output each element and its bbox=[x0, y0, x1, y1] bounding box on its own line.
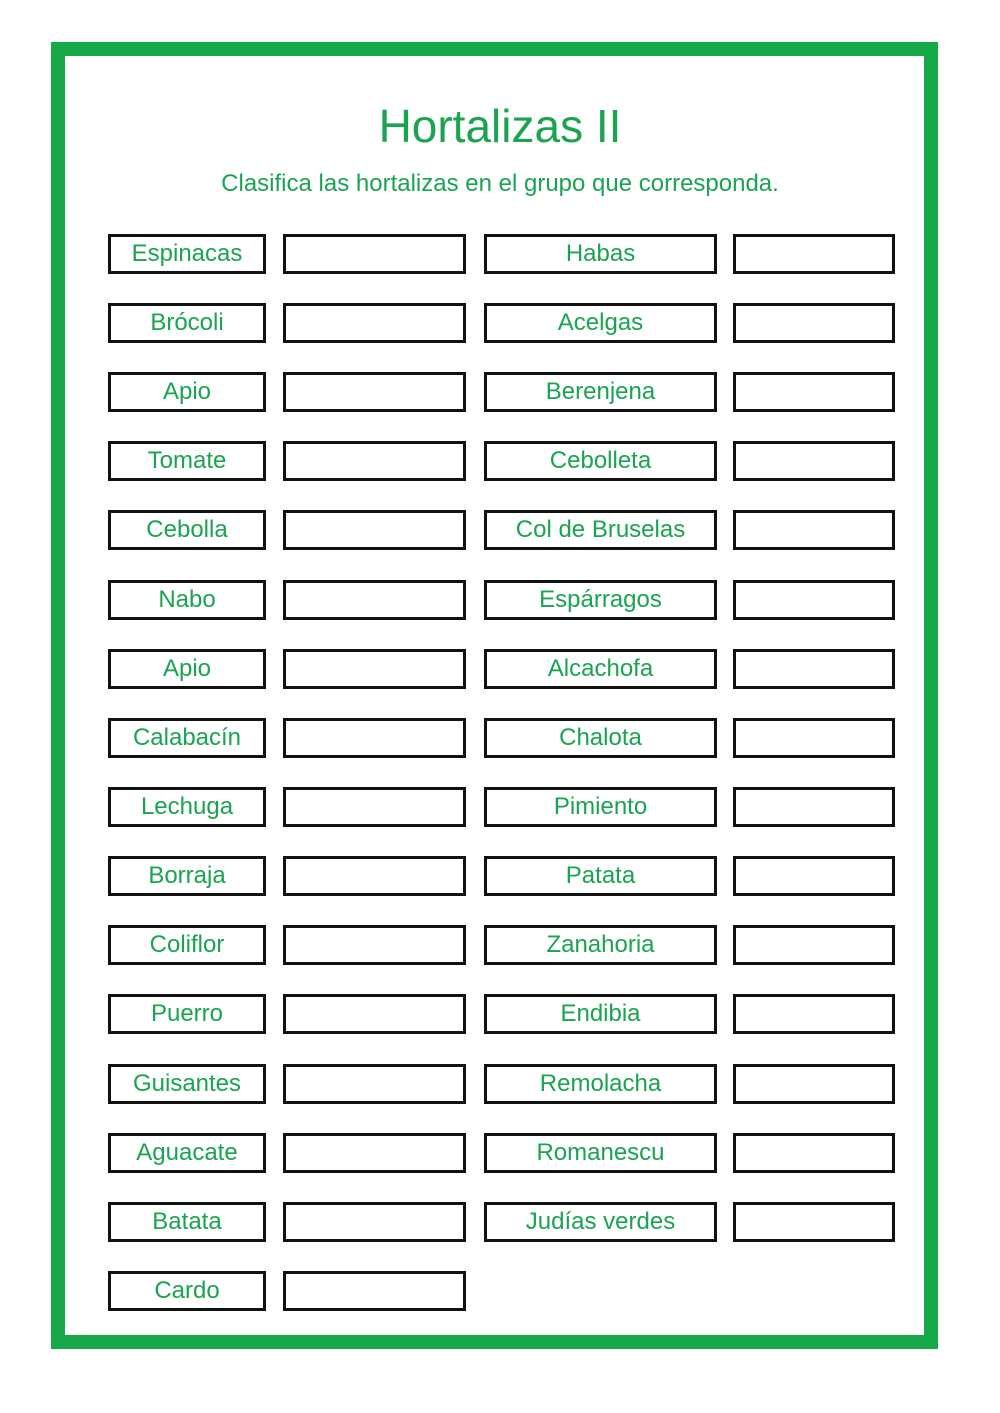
worksheet-instruction: Clasifica las hortalizas en el grupo que corresponda. bbox=[221, 170, 779, 197]
answer-box[interactable] bbox=[283, 234, 466, 274]
answer-box[interactable] bbox=[733, 372, 895, 412]
word-label: Coliflor bbox=[108, 925, 266, 965]
word-label: Brócoli bbox=[108, 303, 266, 343]
answer-box[interactable] bbox=[733, 441, 895, 481]
answer-box[interactable] bbox=[733, 994, 895, 1034]
answer-box[interactable] bbox=[283, 303, 466, 343]
answer-box[interactable] bbox=[283, 649, 466, 689]
answer-box[interactable] bbox=[733, 787, 895, 827]
word-label: Calabacín bbox=[108, 718, 266, 758]
word-label: Judías verdes bbox=[484, 1202, 717, 1242]
answer-box[interactable] bbox=[283, 856, 466, 896]
word-label: Guisantes bbox=[108, 1064, 266, 1104]
answer-box[interactable] bbox=[733, 718, 895, 758]
answer-box[interactable] bbox=[283, 1133, 466, 1173]
answer-box[interactable] bbox=[283, 718, 466, 758]
word-label: Zanahoria bbox=[484, 925, 717, 965]
word-label: Cebolleta bbox=[484, 441, 717, 481]
word-label: Cebolla bbox=[108, 510, 266, 550]
answer-box[interactable] bbox=[733, 580, 895, 620]
answer-box[interactable] bbox=[283, 441, 466, 481]
answer-box[interactable] bbox=[733, 1064, 895, 1104]
word-label: Espinacas bbox=[108, 234, 266, 274]
word-label: Acelgas bbox=[484, 303, 717, 343]
word-label: Berenjena bbox=[484, 372, 717, 412]
worksheet-title: Hortalizas II bbox=[378, 100, 622, 152]
word-label: Patata bbox=[484, 856, 717, 896]
answer-box[interactable] bbox=[733, 510, 895, 550]
answer-box[interactable] bbox=[733, 649, 895, 689]
answer-box[interactable] bbox=[733, 925, 895, 965]
word-label: Endibia bbox=[484, 994, 717, 1034]
word-label: Chalota bbox=[484, 718, 717, 758]
answer-box[interactable] bbox=[283, 925, 466, 965]
word-label: Col de Bruselas bbox=[484, 510, 717, 550]
word-label: Lechuga bbox=[108, 787, 266, 827]
answer-box[interactable] bbox=[283, 994, 466, 1034]
answer-box[interactable] bbox=[283, 510, 466, 550]
word-label: Pimiento bbox=[484, 787, 717, 827]
word-label: Romanescu bbox=[484, 1133, 717, 1173]
word-label: Alcachofa bbox=[484, 649, 717, 689]
answer-box[interactable] bbox=[283, 1202, 466, 1242]
word-label: Apio bbox=[108, 649, 266, 689]
word-label: Espárragos bbox=[484, 580, 717, 620]
word-label: Remolacha bbox=[484, 1064, 717, 1104]
answer-box[interactable] bbox=[733, 234, 895, 274]
word-label: Nabo bbox=[108, 580, 266, 620]
answer-box[interactable] bbox=[283, 787, 466, 827]
answer-box[interactable] bbox=[733, 856, 895, 896]
word-label: Tomate bbox=[108, 441, 266, 481]
word-label: Borraja bbox=[108, 856, 266, 896]
word-label: Cardo bbox=[108, 1271, 266, 1311]
answer-box[interactable] bbox=[283, 580, 466, 620]
answer-box[interactable] bbox=[733, 1202, 895, 1242]
word-label: Aguacate bbox=[108, 1133, 266, 1173]
answer-box[interactable] bbox=[283, 1064, 466, 1104]
word-label: Habas bbox=[484, 234, 717, 274]
word-label: Puerro bbox=[108, 994, 266, 1034]
answer-box[interactable] bbox=[283, 1271, 466, 1311]
answer-box[interactable] bbox=[733, 303, 895, 343]
word-label: Apio bbox=[108, 372, 266, 412]
answer-box[interactable] bbox=[733, 1133, 895, 1173]
word-label: Batata bbox=[108, 1202, 266, 1242]
answer-box[interactable] bbox=[283, 372, 466, 412]
